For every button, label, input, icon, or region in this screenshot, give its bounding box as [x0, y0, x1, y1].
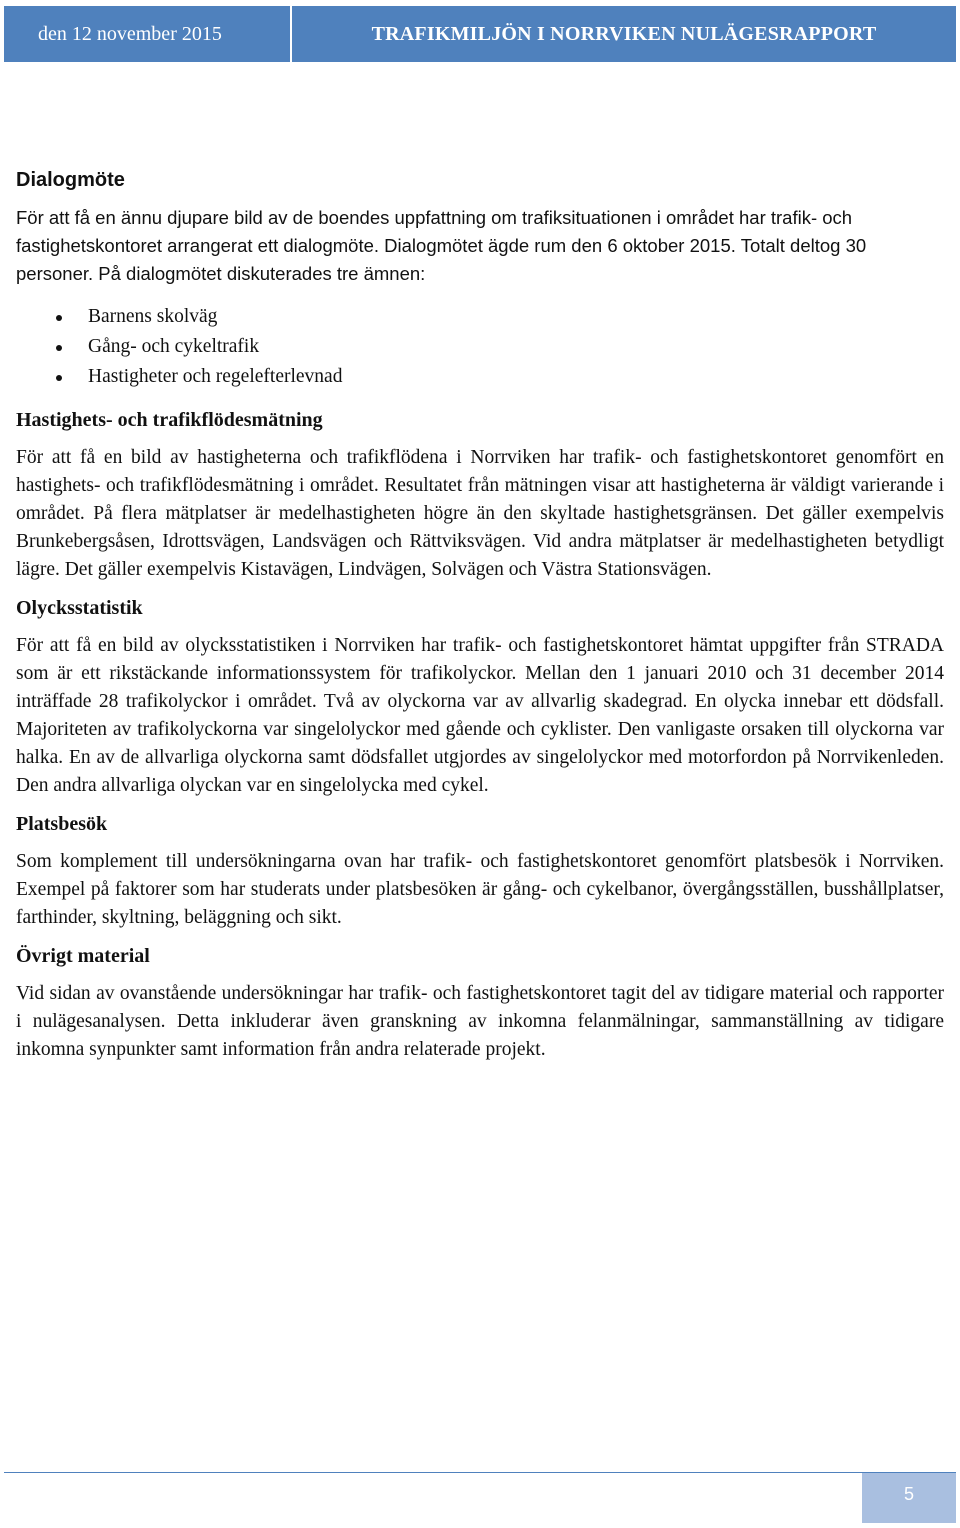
accidents-paragraph: För att få en bild av olycksstatistiken i Norrviken har trafik- och fastighetskontoret hämtat uppgifter från STRADA som är ett rikstäckande informationssystem för trafikolyckor. Mellan den 1 januari 2010 och 31 december 2014 inträffade 28 trafikolyckor i området. Två av olyckorna var av allvarlig skadegrad. En olycka innebar ett dödsfall. Majoriteten av trafikolyckorna var singelolyckor med gående och cyklister. Den vanligaste orsaken till olyckorna var halka. En av de allvarliga olyckorna samt dödsfallet utgjordes av singelolyckor med motorfordon på Norrvikenleden. Den andra allvarliga olyckan var en singelolycka med cykel.	[16, 635, 944, 796]
bullet-icon	[56, 315, 62, 321]
heading-visit: Platsbesök	[16, 813, 108, 835]
dialog-text-a: För att få en ännu djupare bild av de boendes uppfattning om trafiksituationen i området har trafik- och fastighetskontoret arrangerat ett dialogmöte. Dialogmötet ägde rum den 6 oktober 2015. Totalt deltog 30 personer.	[16, 207, 867, 284]
visit-paragraph: Som komplement till undersökningarna ovan har trafik- och fastighetskontoret genomfört platsbesök i Norrviken. Exempel på faktorer som har studerats under platsbesöken är gång- och cykelbanor, övergångsställen, busshållplatser, farthinder, skyltning, beläggning och sikt.	[16, 851, 944, 928]
dialog-text-b: På dialogmötet diskuterades tre ämnen:	[98, 263, 426, 284]
topic-label: Barnens skolväg	[88, 306, 218, 327]
page-content	[16, 166, 944, 1064]
bullet-icon	[56, 345, 62, 351]
other-paragraph: Vid sidan av ovanstående undersökningar har trafik- och fastighetskontoret tagit del av tidigare material och rapporter i nulägesanalysen. Detta inkluderar även granskning av inkomna felanmälningar, sammanställning av tidigare inkomna synpunkter samt information från andra relaterade projekt.	[16, 983, 944, 1060]
list-item	[16, 362, 944, 392]
header-title: TRAFIKMILJÖN I NORRVIKEN NULÄGESRAPPORT	[292, 6, 956, 62]
dialog-paragraph	[16, 204, 944, 288]
heading-speed: Hastighets- och trafikflödesmätning	[16, 409, 323, 431]
topic-list	[16, 302, 944, 392]
page-number: 5	[862, 1473, 956, 1523]
speed-paragraph: För att få en bild av hastigheterna och trafikflödena i Norrviken har trafik- och fastighetskontoret genomfört en hastighets- och trafikflödesmätning i området. Resultatet från mätningen visar att hastigheterna är väldigt varierande i området. På flera mätplatser är medelhastigheten högre än den skyltade hastighetsgränsen. Det gäller exempelvis Brunkebergsåsen, Idrottsvägen, Landsvägen och Rättviksvägen. Vid andra mätplatser är medelhastigheten betydligt lägre. Det gäller exempelvis Kistavägen, Lindvägen, Solvägen och Västra Stationsvägen.	[16, 447, 944, 580]
list-item	[16, 332, 944, 362]
bullet-icon	[56, 375, 62, 381]
heading-accidents: Olycksstatistik	[16, 597, 143, 619]
topic-label: Hastigheter och regelefterlevnad	[88, 366, 343, 387]
heading-dialogmote: Dialogmöte	[16, 169, 125, 191]
topic-label: Gång- och cykeltrafik	[88, 336, 260, 357]
footer-divider	[4, 1472, 956, 1473]
heading-other: Övrigt material	[16, 945, 150, 967]
header-date: den 12 november 2015	[4, 6, 290, 62]
list-item	[16, 302, 944, 332]
